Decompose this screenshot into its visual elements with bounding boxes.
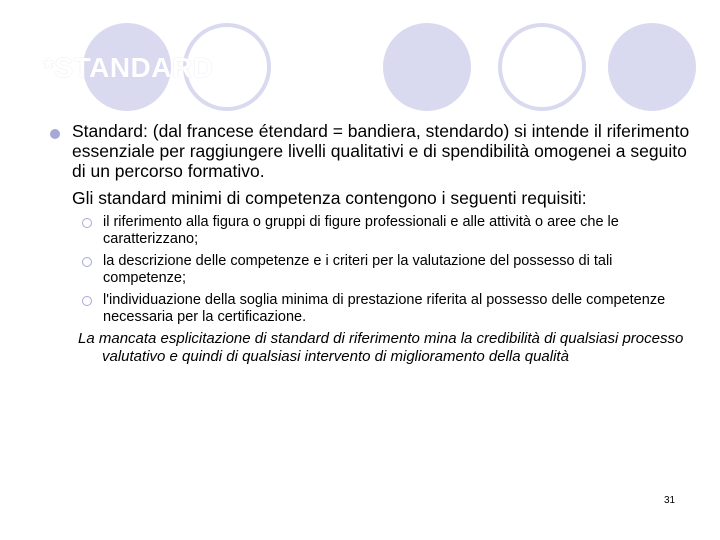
sub-item-3: l'individuazione della soglia minima di prestazione riferita al possesso delle competenze necessaria per la certificazione.	[103, 292, 666, 325]
sub-item-2: la descrizione delle competenze e i criteri per la valutazione del possesso di tali competenze;	[103, 253, 613, 286]
italic-note: La mancata esplicitazione di standard di riferimento mina la credibilità di qualsiasi processo valutativo e quindi di qualsiasi intervento di miglioramento della qualità	[78, 330, 684, 365]
slide-title: *STANDARD	[43, 52, 214, 83]
sub-bullet-ring-icon	[82, 257, 92, 267]
main-bullet-text: Standard: (dal francese étendard = bandiera, stendardo) si intende il riferimento essenziale per raggiungere livelli qualitativi e di spendibilità omogenei a seguito di un percorso formativo.	[72, 121, 690, 181]
main-bullet-continuation: Gli standard minimi di competenza contengono i seguenti requisiti:	[72, 188, 587, 208]
sub-bullet-ring-icon	[82, 296, 92, 306]
page-number: 31	[664, 495, 676, 506]
sub-bullet-ring-icon	[82, 218, 92, 228]
sub-item-1: il riferimento alla figura o gruppi di figure professionali e alle attività o aree che le caratterizzano;	[103, 214, 619, 247]
bullet-dot-icon	[50, 129, 60, 139]
